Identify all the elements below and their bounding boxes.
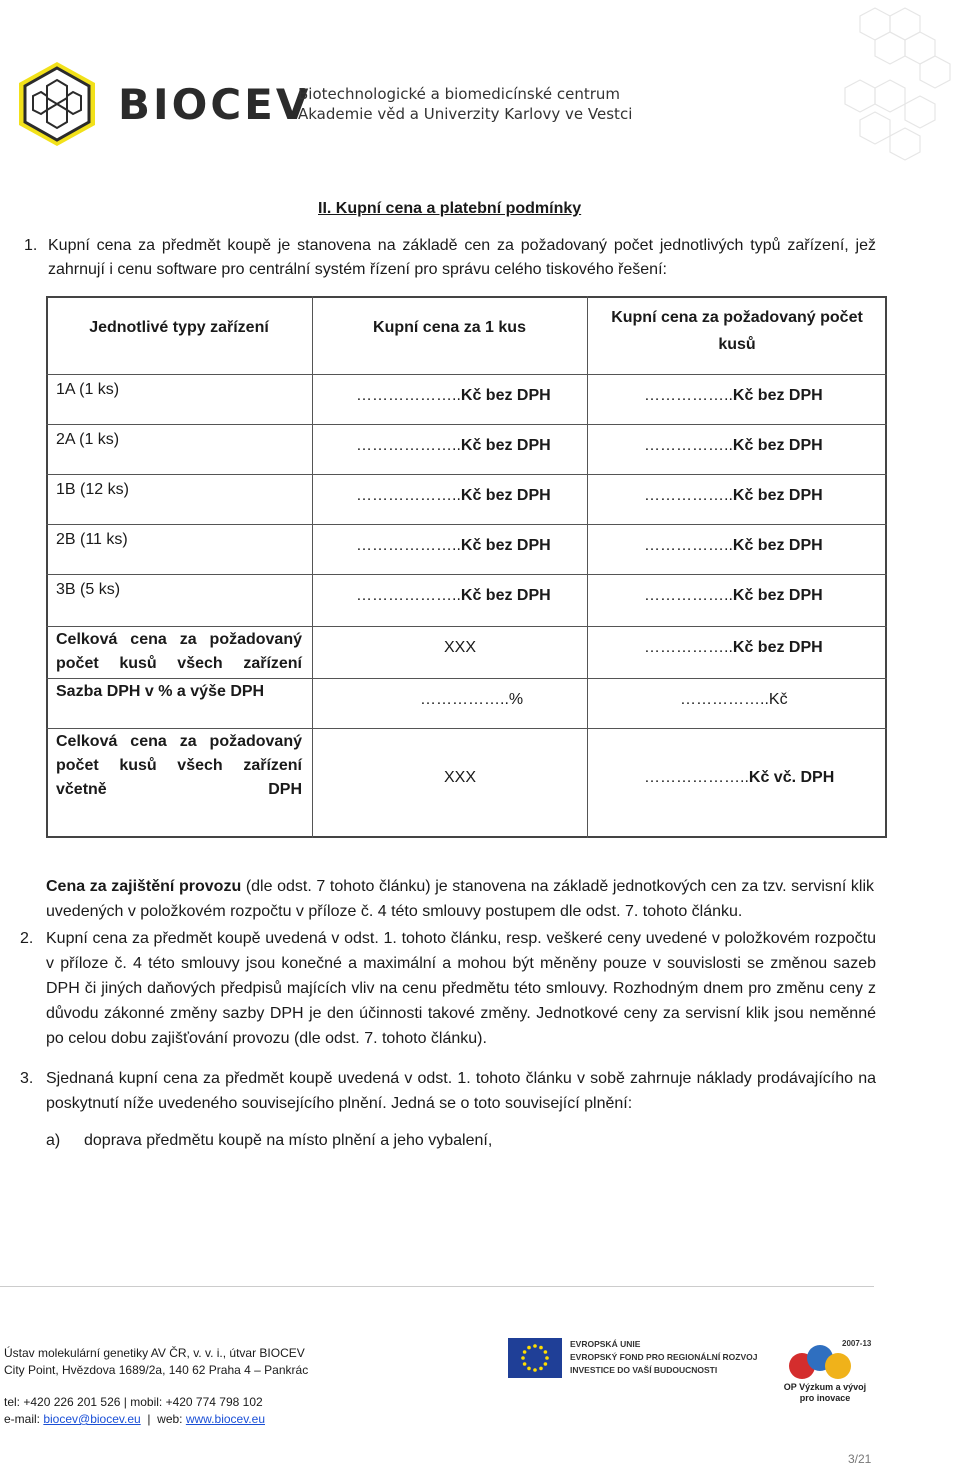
subtitle-line-2: Akademie věd a Univerzity Karlovy ve Vestci bbox=[298, 105, 633, 123]
dots: …………….. bbox=[644, 437, 733, 454]
dots: …………….. bbox=[644, 639, 733, 656]
currency-suffix: Kč vč. DPH bbox=[748, 769, 835, 786]
paragraph-text: Kupní cena za předmět koupě uvedená v odst. 1. tohoto článku, resp. veškeré ceny uvedené v položkovém rozpočtu v příloze č. 4 této smlouvy jsou konečné a maximální a mohou být měněny pouze v souvislosti se změnou sazeb DPH či jiných daňových předpisů majících vliv na cenu předmětu této smlouvy. Rozhodným dnem pro změnu ceny z důvodu zákonné změny sazby DPH je den účinnosti takové změny. Jednotkové ceny za servisní klik jsou neměnné po celou dobu zajišťování provozu (dle odst. 7. tohoto článku). bbox=[46, 930, 876, 1047]
price-table bbox=[46, 296, 887, 838]
dots: …………….. bbox=[644, 487, 733, 504]
biocev-hexagon-logo bbox=[16, 60, 98, 148]
total-price-cell bbox=[644, 636, 823, 660]
paragraph-1 bbox=[24, 234, 876, 282]
subtitle-line-1: Biotechnologické a biomedicínské centrum bbox=[298, 85, 621, 103]
vat-label: Sazba DPH v % a výše DPH bbox=[56, 683, 265, 700]
row-label: 2A (1 ks) bbox=[56, 431, 120, 448]
total-price-cell bbox=[644, 534, 823, 558]
dots: ……………….. bbox=[356, 537, 461, 554]
footer-contact bbox=[4, 1394, 265, 1428]
dots: …………….. bbox=[644, 587, 733, 604]
total-price-cell bbox=[644, 384, 823, 408]
footer-divider bbox=[0, 1286, 874, 1287]
service-price-text: (dle odst. 7 tohoto článku) je stanovena na základě jednotkových cen za tzv. servisní klik uvedených v položkovém rozpočtu v příloze č. 4 této smlouvy postupem dle odst. 7. tohoto článku. bbox=[46, 878, 874, 920]
paragraph-number: 3. bbox=[20, 1070, 34, 1087]
row-divider bbox=[46, 574, 887, 575]
row-label: 3B (5 ks) bbox=[56, 581, 121, 598]
unit-price-cell bbox=[356, 384, 551, 408]
dots: …………….. bbox=[644, 387, 733, 404]
currency-suffix: Kč bez DPH bbox=[732, 387, 823, 404]
logo-subtitle bbox=[298, 84, 632, 124]
total-unit-xxx: XXX bbox=[444, 639, 477, 656]
paragraph-number: 2. bbox=[20, 930, 34, 947]
row-divider bbox=[46, 374, 887, 375]
op-years: 2007-13 bbox=[842, 1339, 872, 1348]
vat-amount: ……………..Kč bbox=[680, 691, 788, 708]
web-label: | web: bbox=[140, 1412, 186, 1426]
section-title: II. Kupní cena a platební podmínky bbox=[318, 200, 582, 217]
row-label: 1A (1 ks) bbox=[56, 381, 120, 398]
header-total-price: Kupní cena za požadovaný počet kusů bbox=[611, 309, 863, 353]
row-divider bbox=[46, 524, 887, 525]
dots: ……………….. bbox=[356, 387, 461, 404]
address-line-2: City Point, Hvězdova 1689/2a, 140 62 Praha 4 – Pankrác bbox=[4, 1363, 309, 1377]
eu-flag bbox=[508, 1338, 562, 1378]
row-divider bbox=[46, 728, 887, 729]
grand-unit-xxx: XXX bbox=[444, 769, 477, 786]
eu-line-2: EVROPSKÝ FOND PRO REGIONÁLNÍ ROZVOJ bbox=[570, 1352, 758, 1362]
address-line-1: Ústav molekulární genetiky AV ČR, v. v. i., útvar BIOCEV bbox=[4, 1346, 305, 1360]
list-item-a bbox=[46, 1128, 876, 1153]
currency-suffix: Kč bez DPH bbox=[460, 587, 551, 604]
total-price-cell bbox=[644, 584, 823, 608]
total-price-cell bbox=[644, 434, 823, 458]
phone-line: tel: +420 226 201 526 | mobil: +420 774 798 102 bbox=[4, 1395, 263, 1409]
page-number: 3/21 bbox=[848, 1452, 872, 1466]
row-label: 1B (12 ks) bbox=[56, 481, 129, 498]
op-text: OP Výzkum a vývoj pro inovace bbox=[783, 1382, 867, 1403]
email-web-line bbox=[4, 1411, 265, 1428]
dots: ……………….. bbox=[356, 587, 461, 604]
currency-suffix: Kč bez DPH bbox=[460, 537, 551, 554]
dots: ……………….. bbox=[356, 487, 461, 504]
currency-suffix: Kč bez DPH bbox=[460, 437, 551, 454]
service-price-paragraph bbox=[46, 874, 874, 924]
dots: ……………….. bbox=[644, 769, 749, 786]
eu-text bbox=[570, 1338, 758, 1377]
total-price-cell bbox=[644, 484, 823, 508]
eu-line-3: INVESTICE DO VAŠÍ BUDOUCNOSTI bbox=[570, 1365, 718, 1375]
dots: ……………….. bbox=[356, 437, 461, 454]
row-divider bbox=[46, 474, 887, 475]
email-link[interactable]: biocev@biocev.eu bbox=[43, 1412, 141, 1426]
vat-rate: ……………..% bbox=[420, 691, 524, 708]
currency-suffix: Kč bez DPH bbox=[732, 537, 823, 554]
grand-total-label: Celková cena za požadovaný počet kusů všech zařízení včetně DPH bbox=[56, 733, 302, 798]
currency-suffix: Kč bez DPH bbox=[732, 437, 823, 454]
currency-suffix: Kč bez DPH bbox=[732, 639, 823, 656]
page-header bbox=[0, 0, 960, 170]
currency-suffix: Kč bez DPH bbox=[732, 487, 823, 504]
web-link[interactable]: www.biocev.eu bbox=[185, 1412, 265, 1426]
grand-total-cell bbox=[644, 766, 834, 790]
list-text: doprava předmětu koupě na místo plnění a jeho vybalení, bbox=[84, 1132, 493, 1149]
service-price-bold: Cena za zajištění provozu bbox=[46, 878, 242, 895]
op-vav-logo bbox=[784, 1336, 872, 1382]
unit-price-cell bbox=[356, 434, 551, 458]
col-divider bbox=[312, 296, 313, 838]
paragraph-2 bbox=[20, 926, 876, 1051]
row-divider bbox=[46, 678, 887, 679]
list-letter: a) bbox=[46, 1132, 61, 1149]
eu-line-1: EVROPSKÁ UNIE bbox=[570, 1339, 641, 1349]
currency-suffix: Kč bez DPH bbox=[460, 487, 551, 504]
currency-suffix: Kč bez DPH bbox=[460, 387, 551, 404]
footer-address bbox=[4, 1345, 308, 1379]
header-device-type: Jednotlivé typy zařízení bbox=[89, 319, 269, 336]
currency-suffix: Kč bez DPH bbox=[732, 587, 823, 604]
logo-wordmark: BIOCEV bbox=[118, 80, 312, 129]
paragraph-text: Sjednaná kupní cena za předmět koupě uvedená v odst. 1. tohoto článku v sobě zahrnuje náklady prodávajícího na poskytnutí níže uvedeného souvisejícího plnění. Jedná se o toto související plnění: bbox=[46, 1070, 876, 1112]
paragraph-3 bbox=[20, 1066, 876, 1116]
col-divider bbox=[587, 296, 588, 838]
paragraph-number: 1. bbox=[24, 237, 38, 254]
email-label: e-mail: bbox=[4, 1412, 44, 1426]
unit-price-cell bbox=[356, 484, 551, 508]
total-label: Celková cena za požadovaný počet kusů všech zařízení bbox=[56, 631, 302, 672]
dots: …………….. bbox=[644, 537, 733, 554]
paragraph-text: Kupní cena za předmět koupě je stanovena na základě cen za požadovaný počet jednotlivých typů zařízení, jež zahrnují i cenu software pro centrální systém řízení pro správu celého tiskového řešení: bbox=[48, 237, 876, 278]
row-label: 2B (11 ks) bbox=[56, 531, 128, 548]
header-unit-price: Kupní cena za 1 kus bbox=[373, 319, 526, 336]
row-divider bbox=[46, 424, 887, 425]
unit-price-cell bbox=[356, 534, 551, 558]
unit-price-cell bbox=[356, 584, 551, 608]
decorative-hex-pattern bbox=[660, 0, 960, 170]
row-divider bbox=[46, 626, 887, 627]
